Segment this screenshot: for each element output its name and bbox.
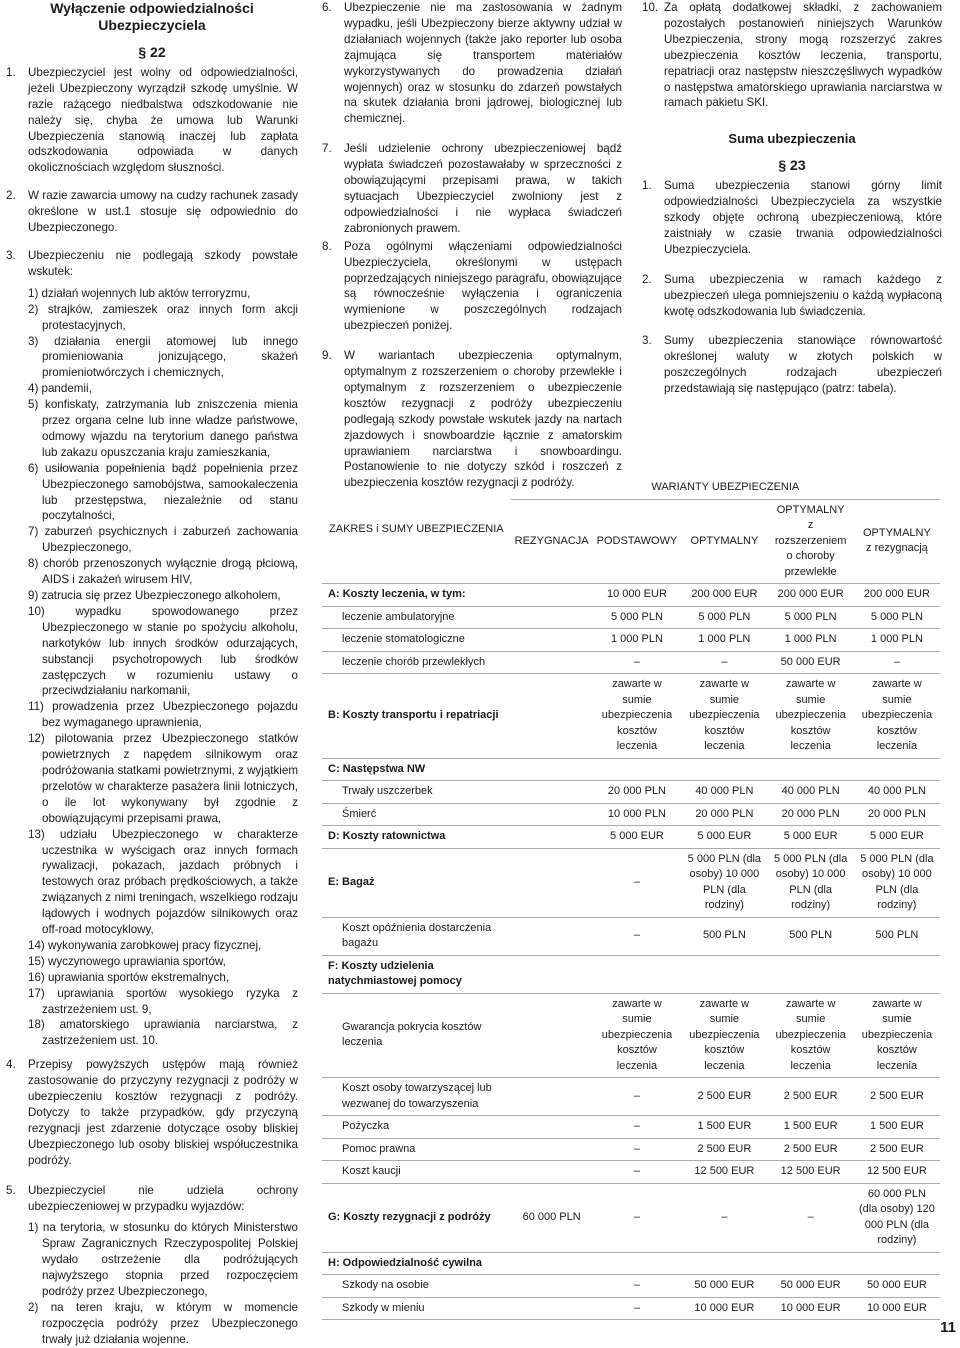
table-row	[322, 758, 940, 781]
clause-6: 6. Ubezpieczenie nie ma zastosowania w żadnym wypadku, jeśli Ubezpieczony bierze aktywny udział w działaniach wojennych (także jako reporter lub osoba zajmująca się transportem materiałów wykorzystywanych do prowadzenia działań wojennych) oraz w stosunku do zdarzeń powstałych na skutek działania broni jądrowej, biologicznej lub chemicznej.	[322, 1, 622, 126]
table-cell	[681, 955, 767, 993]
table-cell: zawarte w sumie ubezpieczenia kosztów leczenia	[681, 993, 767, 1078]
table-row	[322, 584, 940, 607]
row-label: Koszt opóźnienia dostarczenia bagażu	[322, 917, 511, 955]
table-cell: 1 000 PLN	[854, 629, 940, 652]
table-cell: 500 PLN	[767, 917, 853, 955]
table-cell: 200 000 EUR	[767, 584, 853, 607]
table-cell: –	[593, 1183, 682, 1252]
table-cell: –	[593, 1297, 682, 1320]
table-cell	[767, 1252, 853, 1275]
table-cell: 5 000 PLN	[854, 606, 940, 629]
row-label: Szkody w mieniu	[322, 1297, 511, 1320]
table-row	[322, 1252, 940, 1275]
row-label: leczenie ambulatoryjne	[322, 606, 511, 629]
column-title: REZYGNACJA	[514, 534, 589, 547]
sum-clause-3: 3. Sumy ubezpieczenia stanowiące równowartość określonej waluty w złotych polskich w poszczególnych rodzajach ubezpieczeń przedstawiają się następująco (patrz: tabela).	[642, 334, 942, 396]
table-cell	[511, 606, 593, 629]
table-row	[322, 917, 940, 955]
row-label: Gwarancja pokrycia kosztów leczenia	[322, 993, 511, 1078]
table-cell: 40 000 PLN	[681, 781, 767, 804]
column-title: OPTYMALNY	[862, 526, 931, 539]
table-cell: zawarte w sumie ubezpieczenia kosztów leczenia	[767, 993, 853, 1078]
list-item: 18) amatorskiego uprawiania narciarstwa, z zastrzeżeniem ust. 10.	[28, 1018, 298, 1048]
table-cell: zawarte w sumie ubezpieczenia kosztów leczenia	[681, 674, 767, 759]
table-cell	[593, 758, 682, 781]
table-cell: 10 000 EUR	[767, 1297, 853, 1320]
table-cell	[511, 917, 593, 955]
table-cell: 50 000 EUR	[767, 651, 853, 674]
list-item: 13) udziału Ubezpieczonego w charakterze uczestnika w wyścigach oraz innych formach rywalizacji, pokazach, jazdach próbnych i testowych oraz próbach prędkościowych, a także związanych z nimi treningach, wszelkiego rodzaju lądowych i wodnych pojazdów silnikowych oraz off-road motocyklowy,	[28, 827, 298, 937]
table-cell: 5 000 EUR	[854, 826, 940, 849]
table-cell: –	[681, 651, 767, 674]
list-item: 10) wypadku spowodowanego przez Ubezpieczonego w stanie po spożyciu alkoholu, narkotyków lub innych środków odurzających, substancji psychotropowych lub środków zastępczych w rozumieniu ustawy o przeciwdziałaniu narkomanii,	[28, 604, 298, 698]
row-label: F: Koszty udzielenia natychmiastowej pomocy	[322, 955, 511, 993]
column-3	[642, 0, 942, 411]
list-item: 3) działania energii atomowej lub innego promieniowania jonizującego, skażeń promieniotwórczych i chemicznych,	[28, 334, 298, 380]
table-cell: 12 500 EUR	[767, 1161, 853, 1184]
table-cell: 5 000 PLN	[767, 606, 853, 629]
table-cell: 5 000 PLN	[593, 606, 682, 629]
table-row	[322, 781, 940, 804]
clause-7: 7. Jeśli udzielenie ochrony ubezpieczeniowej bądź wypłata świadczeń pozostawałaby w sprzeczności z obowiązującymi przepisami prawa, w takich sytuacjach Ubezpieczyciel zwolniony jest z odpowiedzialności i nie wypłaca świadczeń zabronionych prawem.	[322, 142, 622, 235]
table-cell: 60 000 PLN	[511, 1183, 593, 1252]
table-cell: zawarte w sumie ubezpieczenia kosztów leczenia	[854, 993, 940, 1078]
variants-header: WARIANTY UBEZPIECZENIA	[511, 477, 940, 499]
table-cell: –	[593, 1138, 682, 1161]
table-cell: zawarte w sumie ubezpieczenia kosztów leczenia	[854, 674, 940, 759]
table-cell	[511, 955, 593, 993]
table-cell: 200 000 EUR	[854, 584, 940, 607]
column-header	[767, 499, 853, 584]
table-cell	[511, 1161, 593, 1184]
table-cell	[511, 758, 593, 781]
list-item: 5) konfiskaty, zatrzymania lub zniszczenia mienia przez organa celne lub inne władze państwowe, odmowy wjazdu na terytorium danego państwa lub zakazu opuszczania kraju zamieszkania,	[28, 398, 298, 459]
table-cell: 5 000 PLN (dla osoby) 10 000 PLN (dla rodziny)	[681, 848, 767, 917]
list-item: 4) pandemii,	[28, 382, 92, 396]
table-row	[322, 848, 940, 917]
table-row	[322, 993, 940, 1078]
list-item: 8) chorób przenoszonych wyłącznie drogą płciową, AIDS i zakażeń wirusem HIV,	[28, 557, 298, 587]
row-label: H: Odpowiedzialność cywilna	[322, 1252, 511, 1275]
list-item: 1) na terytoria, w stosunku do których Ministerstwo Spraw Zagranicznych Rzeczypospolitej Polskiej wydało ostrzeżenie dla podróżujących najwyższego stopnia przed rozpoczęciem podróży przez Ubezpieczonego,	[28, 1221, 298, 1299]
row-label: G: Koszty rezygnacji z podróży	[322, 1183, 511, 1252]
row-label: Szkody na osobie	[322, 1275, 511, 1298]
table-cell: 40 000 PLN	[854, 781, 940, 804]
table-row	[322, 1161, 940, 1184]
clause-2: 2. W razie zawarcia umowy na cudzy rachunek zasady określone w ust.1 stosuje się odpowiednio do Ubezpieczonego.	[6, 189, 298, 235]
table-cell	[511, 584, 593, 607]
row-label: E: Bagaż	[322, 848, 511, 917]
table-cell: 60 000 PLN (dla osoby) 120 000 PLN (dla rodziny)	[854, 1183, 940, 1252]
paragraph-number: § 22	[138, 44, 166, 60]
table-cell: 2 500 EUR	[854, 1138, 940, 1161]
table-cell: 20 000 PLN	[767, 803, 853, 826]
table-row	[322, 1297, 940, 1320]
table-cell	[511, 781, 593, 804]
table-cell	[854, 1252, 940, 1275]
table-cell	[511, 993, 593, 1078]
list-item: 11) prowadzenia przez Ubezpieczonego pojazdu bez wymaganego uprawnienia,	[28, 700, 298, 730]
table-cell	[511, 803, 593, 826]
table-cell	[511, 651, 593, 674]
table-cell	[511, 1078, 593, 1116]
coverage-table	[322, 477, 940, 1320]
table-cell	[767, 758, 853, 781]
table-cell: –	[593, 651, 682, 674]
table-cell	[511, 1297, 593, 1320]
table-row	[322, 606, 940, 629]
table-cell: 5 000 PLN (dla osoby) 10 000 PLN (dla rodziny)	[854, 848, 940, 917]
list-item: 16) uprawiania sportów ekstremalnych,	[28, 970, 230, 984]
table-row	[322, 1116, 940, 1139]
table-cell	[593, 955, 682, 993]
clause-10: 10. Za opłatą dodatkowej składki, z zachowaniem pozostałych postanowień niniejszych Warunków Ubezpieczenia, strony mogą rozszerzyć zakres ubezpieczenia kosztów leczenia, transportu, repatriacji oraz następstw nieszczęśliwych wypadków o następstwa amatorskiego uprawiania narciarstwa w ramach pakietu SKI.	[642, 1, 942, 110]
table-cell	[511, 1252, 593, 1275]
list-item: 14) wykonywania zarobkowej pracy fizycznej,	[28, 938, 262, 952]
table-cell	[854, 758, 940, 781]
table-cell: 5 000 PLN	[681, 606, 767, 629]
table-cell	[511, 629, 593, 652]
table-cell: 500 PLN	[681, 917, 767, 955]
clause-4: 4. Przepisy powyższych ustępów mają również zastosowanie do przyczyny rezygnacji z podróży w ubezpieczeniu kosztów rezygnacji z podróży. Dotyczy to także przypadków, gdy przyczyną rezygnacji jest zdarzenie dotyczące osoby bliskiej Ubezpieczonego lub osoby bliskiej współuczestnika podróży.	[6, 1058, 298, 1167]
column-title: OPTYMALNY	[690, 534, 759, 547]
table-cell: 10 000 EUR	[593, 584, 682, 607]
table-corner: ZAKRES i SUMY UBEZPIECZENIA	[322, 477, 511, 584]
table-cell	[593, 1252, 682, 1275]
list-item: 17) uprawiania sportów wysokiego ryzyka z zastrzeżeniem ust. 9,	[28, 986, 298, 1016]
table-cell: 1 000 PLN	[593, 629, 682, 652]
table-cell: 1 000 PLN	[767, 629, 853, 652]
table-cell: –	[767, 1183, 853, 1252]
column-subtitle: z rozszerzeniem o choroby przewlekłe	[774, 519, 847, 578]
table-row	[322, 651, 940, 674]
table-cell	[511, 1138, 593, 1161]
table-cell: 20 000 PLN	[681, 803, 767, 826]
table-cell: –	[593, 1116, 682, 1139]
table-cell: 1 500 EUR	[854, 1116, 940, 1139]
table-row	[322, 1275, 940, 1298]
column-header	[681, 499, 767, 584]
table-row	[322, 803, 940, 826]
table-cell: 1 500 EUR	[681, 1116, 767, 1139]
table-cell: 200 000 EUR	[681, 584, 767, 607]
table-cell: 10 000 PLN	[593, 803, 682, 826]
row-label: B: Koszty transportu i repatriacji	[322, 674, 511, 759]
paragraph-number: § 23	[778, 157, 806, 174]
list-item: 6) usiłowania popełnienia bądź popełnienia przez Ubezpieczonego samobójstwa, samookaleczenia lub przestępstwa, niezależnie od stanu poczytalności,	[28, 461, 298, 523]
table-cell	[511, 674, 593, 759]
list-item: 2) na teren kraju, w którym w momencie rozpoczęcia podróży przez Ubezpieczonego trwały już działania wojenne.	[28, 1300, 298, 1346]
table-cell: –	[593, 1161, 682, 1184]
table-cell: –	[593, 917, 682, 955]
clause-3: 3. Ubezpieczeniu nie podlegają szkody powstałe wskutek:	[6, 248, 298, 278]
table-cell: 10 000 EUR	[854, 1297, 940, 1320]
table-cell: 5 000 PLN (dla osoby) 10 000 PLN (dla rodziny)	[767, 848, 853, 917]
trip-exclusions-list	[6, 1220, 298, 1347]
table-cell: 2 500 EUR	[854, 1078, 940, 1116]
table-cell: 20 000 PLN	[854, 803, 940, 826]
section-title: Wyłączenie odpowiedzialności Ubezpieczyciela	[50, 0, 254, 33]
table-cell	[511, 848, 593, 917]
row-label: leczenie stomatologiczne	[322, 629, 511, 652]
table-cell: 2 500 EUR	[681, 1078, 767, 1116]
column-title: PODSTAWOWY	[596, 534, 678, 547]
table-cell: –	[593, 1078, 682, 1116]
table-cell	[681, 758, 767, 781]
sum-clause-2: 2. Suma ubezpieczenia w ramach każdego z ubezpieczeń ulega pomniejszeniu o każdą wypłaconą kwotę odszkodowania lub świadczenia.	[642, 272, 942, 318]
row-label: A: Koszty leczenia, w tym:	[322, 584, 511, 607]
column-header	[854, 499, 940, 584]
table-cell	[511, 1116, 593, 1139]
table-row	[322, 1183, 940, 1252]
list-item: 1) działań wojennych lub aktów terroryzmu,	[28, 286, 251, 300]
list-item: 2) strajków, zamieszek oraz innych form akcji protestacyjnych,	[28, 302, 298, 332]
column-subtitle: z rezygnacją	[866, 542, 928, 555]
row-label: leczenie chorób przewlekłych	[322, 651, 511, 674]
table-cell: 50 000 EUR	[681, 1275, 767, 1298]
row-label: C: Następstwa NW	[322, 758, 511, 781]
row-label: D: Koszty ratownictwa	[322, 826, 511, 849]
table-cell: 50 000 EUR	[854, 1275, 940, 1298]
column-title: OPTYMALNY	[776, 503, 845, 516]
table-cell	[854, 955, 940, 993]
table-cell	[767, 955, 853, 993]
table-cell: 2 500 EUR	[767, 1138, 853, 1161]
row-label: Śmierć	[322, 803, 511, 826]
table-header-row	[322, 477, 940, 499]
table-cell	[511, 1275, 593, 1298]
clause-1: 1. Ubezpieczyciel jest wolny od odpowiedzialności, jeżeli Ubezpieczony wyrządził szkodę umyślnie. W razie rażącego niedbalstwa odszkodowanie nie należy się, chyba że umowa lub Warunki Ubezpieczenia stanowią inaczej lub zapłata odszkodowania odpowiada w danych okolicznościach względom słuszności.	[6, 65, 298, 175]
table-cell	[511, 826, 593, 849]
table-cell: 1 000 PLN	[681, 629, 767, 652]
table-cell: zawarte w sumie ubezpieczenia kosztów leczenia	[593, 674, 682, 759]
table-cell: 2 500 EUR	[767, 1078, 853, 1116]
table-cell	[681, 1252, 767, 1275]
table-cell: –	[593, 848, 682, 917]
table-cell: 12 500 EUR	[681, 1161, 767, 1184]
table-cell: zawarte w sumie ubezpieczenia kosztów leczenia	[593, 993, 682, 1078]
column-header	[593, 499, 682, 584]
table-row	[322, 674, 940, 759]
table-cell: 5 000 EUR	[681, 826, 767, 849]
table-cell: 10 000 EUR	[681, 1297, 767, 1320]
table-cell: 20 000 PLN	[593, 781, 682, 804]
table-row	[322, 826, 940, 849]
clause-8: 8. Poza ogólnymi włączeniami odpowiedzialności Ubezpieczyciela, określonymi w ustępach poprzedzających niniejszego paragrafu, obowiązujące są równocześnie wyłączenia i ograniczenia wymienione w poszczególnych rodzajach ubezpieczeń poniżej.	[322, 239, 622, 333]
table-cell: 5 000 EUR	[767, 826, 853, 849]
table-cell: 5 000 EUR	[593, 826, 682, 849]
table-row	[322, 1138, 940, 1161]
sum-clause-1: 1. Suma ubezpieczenia stanowi górny limit odpowiedzialności Ubezpieczyciela za wszystkie szkody objęte ochroną ubezpieczeniową, które zaistniały w czasie trwania odpowiedzialności Ubezpieczyciela.	[642, 179, 942, 256]
sum-insured-heading: Suma ubezpieczenia	[728, 131, 856, 147]
table-cell: 50 000 EUR	[767, 1275, 853, 1298]
table-row	[322, 955, 940, 993]
row-label: Pożyczka	[322, 1116, 511, 1139]
table-cell: 2 500 EUR	[681, 1138, 767, 1161]
list-item: 15) wyczynowego uprawiania sportów,	[28, 954, 226, 968]
table-cell: 1 500 EUR	[767, 1116, 853, 1139]
row-label: Trwały uszczerbek	[322, 781, 511, 804]
row-label: Koszt kaucji	[322, 1161, 511, 1184]
table-cell: –	[854, 651, 940, 674]
table-cell: 40 000 PLN	[767, 781, 853, 804]
row-label: Koszt osoby towarzyszącej lub wezwanej do towarzyszenia	[322, 1078, 511, 1116]
clause-9: 9. W wariantach ubezpieczenia optymalnym, optymalnym z rozszerzeniem o choroby przewlekłe i optymalnym z rozszerzeniem o ubezpieczenie kosztów rezygnacji z podróży ubezpieczeniu podlegają szkody powstałe wskutek jazdy na nartach zjazdowych i snowboardzie łącznie z amatorskim uprawianiem narciarstwa i snowboardingu. Postanowienie to nie dotyczy szkód i roszczeń z ubezpieczenia kosztów rezygnacji z podróży.	[322, 349, 622, 490]
table-cell: 500 PLN	[854, 917, 940, 955]
exclusions-list	[6, 286, 298, 1050]
table-cell: –	[593, 1275, 682, 1298]
page-number: 11	[940, 1319, 956, 1337]
clause-5: 5. Ubezpieczyciel nie udziela ochrony ubezpieczeniowej w przypadku wyjazdów:	[6, 1183, 298, 1213]
row-label: Pomoc prawna	[322, 1138, 511, 1161]
table-cell: –	[681, 1183, 767, 1252]
table-row	[322, 629, 940, 652]
list-item: 7) zaburzeń psychicznych i zaburzeń zachowania Ubezpieczonego,	[28, 525, 298, 555]
column-1	[6, 0, 298, 1348]
list-item: 9) zatrucia się przez Ubezpieczonego alkoholem,	[28, 589, 281, 602]
table-cell: zawarte w sumie ubezpieczenia kosztów leczenia	[767, 674, 853, 759]
column-2	[322, 0, 622, 505]
column-header	[511, 499, 593, 584]
list-item: 12) pilotowania przez Ubezpieczonego statków powietrznych z napędem silnikowym oraz podróżowania statkami powietrznymi, z wyjątkiem przelotów w charakterze pasażera linii lotniczych, o ile lot wykonywany był zgodnie z obowiązującymi przepisami prawa,	[28, 732, 298, 825]
table-row	[322, 1078, 940, 1116]
table-cell: 12 500 EUR	[854, 1161, 940, 1184]
